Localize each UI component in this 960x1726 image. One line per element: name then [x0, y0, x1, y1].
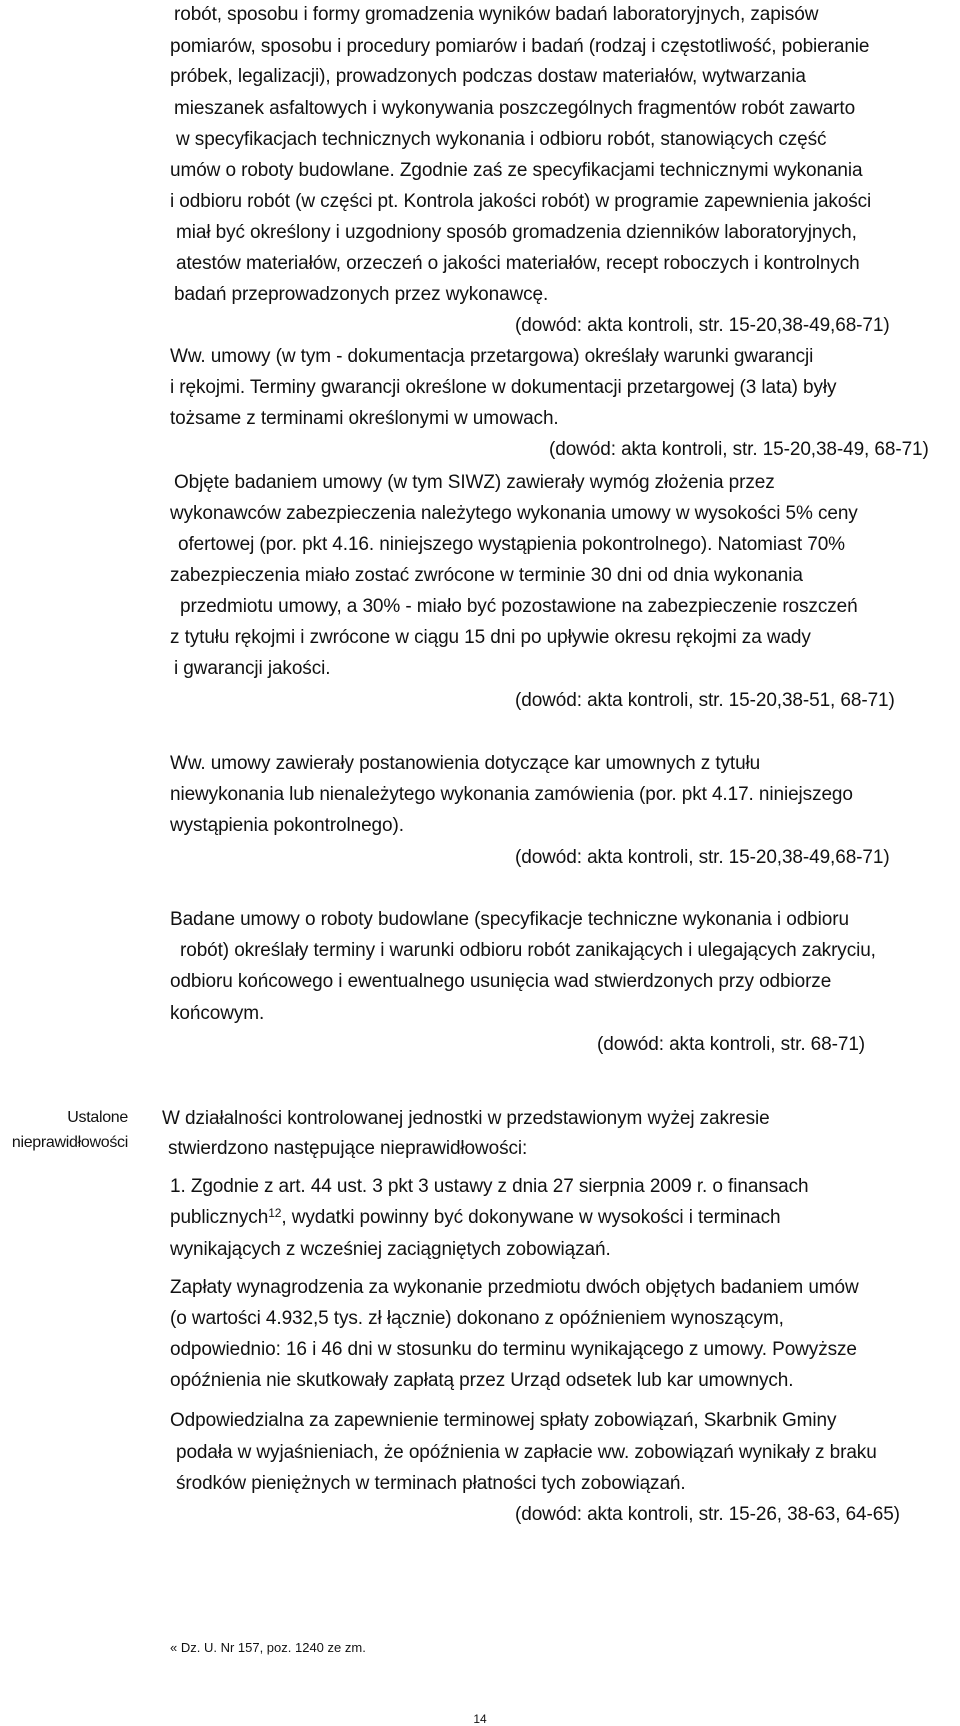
footnote: « Dz. U. Nr 157, poz. 1240 ze zm. [170, 1640, 366, 1655]
footnote-reference: 12 [268, 1206, 282, 1220]
text-line: wykonawców zabezpieczenia należytego wykonania umowy w wysokości 5% ceny [170, 503, 858, 524]
text-line: robót, sposobu i formy gromadzenia wyników badań laboratoryjnych, zapisów [174, 4, 819, 25]
text-line: Odpowiedzialna za zapewnienie terminowej spłaty zobowiązań, Skarbnik Gminy [170, 1410, 837, 1431]
text-line: środków pieniężnych w terminach płatności tych zobowiązań. [176, 1473, 686, 1494]
evidence-reference: (dowód: akta kontroli, str. 15-20,38-49,68-71) [515, 315, 890, 336]
text-line: i odbioru robót (w części pt. Kontrola jakości robót) w programie zapewnienia jakości [170, 191, 872, 212]
text-line: mieszanek asfaltowych i wykonywania poszczególnych fragmentów robót zawarto [174, 98, 856, 119]
evidence-reference: (dowód: akta kontroli, str. 15-20,38-51, 68-71) [515, 690, 895, 711]
text-line-with-footnote [170, 1207, 781, 1229]
text-line: i gwarancji jakości. [174, 658, 331, 679]
margin-note-subtitle: nieprawidłowości [11, 1134, 128, 1151]
evidence-reference: (dowód: akta kontroli, str. 15-20,38-49,68-71) [515, 847, 890, 868]
text-line: badań przeprowadzonych przez wykonawcę. [174, 284, 549, 305]
text-line: robót) określały terminy i warunki odbioru robót zanikających i ulegających zakryciu, [180, 940, 876, 961]
text-line: odpowiednio: 16 i 46 dni w stosunku do terminu wynikającego z umowy. Powyższe [170, 1339, 857, 1360]
text-line: odbioru końcowego i ewentualnego usunięcia wad stwierdzonych przy odbiorze [170, 971, 832, 992]
text-line: Zapłaty wynagrodzenia za wykonanie przedmiotu dwóch objętych badaniem umów [170, 1277, 859, 1298]
text-segment: , wydatki powinny być dokonywane w wysokości i terminach [281, 1207, 781, 1228]
text-line: Objęte badaniem umowy (w tym SIWZ) zawierały wymóg złożenia przez [174, 472, 775, 493]
text-line: niewykonania lub nienależytego wykonania zamówienia (por. pkt 4.17. niniejszego [170, 784, 853, 805]
text-line: (o wartości 4.932,5 tys. zł łącznie) dokonano z opóźnieniem wynoszącym, [170, 1308, 784, 1329]
evidence-reference: (dowód: akta kontroli, str. 15-26, 38-63, 64-65) [515, 1504, 900, 1525]
text-line: podała w wyjaśnieniach, że opóźnienia w zapłacie ww. zobowiązań wynikały z braku [176, 1442, 877, 1463]
text-line: W działalności kontrolowanej jednostki w przedstawionym wyżej zakresie [162, 1108, 770, 1129]
text-line: z tytułu rękojmi i zwrócone w ciągu 15 dni po upływie okresu rękojmi za wady [170, 627, 811, 648]
text-line: w specyfikacjach technicznych wykonania i odbioru robót, stanowiących część [176, 129, 827, 150]
text-line: stwierdzono następujące nieprawidłowości: [168, 1138, 528, 1159]
text-line: przedmiotu umowy, a 30% - miało być pozostawione na zabezpieczenie roszczeń [180, 596, 858, 617]
text-line: 1. Zgodnie z art. 44 ust. 3 pkt 3 ustawy z dnia 27 sierpnia 2009 r. o finansach [170, 1176, 809, 1197]
text-line: pomiarów, sposobu i procedury pomiarów i badań (rodzaj i częstotliwość, pobieranie [170, 36, 870, 57]
text-line: Ww. umowy zawierały postanowienia dotyczące kar umownych z tytułu [170, 753, 761, 774]
text-line: próbek, legalizacji), prowadzonych podczas dostaw materiałów, wytwarzania [170, 66, 806, 87]
text-line: miał być określony i uzgodniony sposób gromadzenia dzienników laboratoryjnych, [176, 222, 857, 243]
text-line: zabezpieczenia miało zostać zwrócone w terminie 30 dni od dnia wykonania [170, 565, 803, 586]
text-line: umów o roboty budowlane. Zgodnie zaś ze specyfikacjami technicznymi wykonania [170, 160, 863, 181]
text-line: i rękojmi. Terminy gwarancji określone w dokumentacji przetargowej (3 lata) były [170, 377, 837, 398]
page-number: 14 [473, 1712, 487, 1726]
evidence-reference: (dowód: akta kontroli, str. 15-20,38-49, 68-71) [549, 439, 929, 460]
text-line: atestów materiałów, orzeczeń o jakości materiałów, recept roboczych i kontrolnych [176, 253, 860, 274]
text-segment: publicznych [170, 1207, 269, 1228]
text-line: Ww. umowy (w tym - dokumentacja przetargowa) określały warunki gwarancji [170, 346, 814, 367]
text-line: końcowym. [170, 1003, 265, 1024]
text-line: tożsame z terminami określonymi w umowach. [170, 408, 559, 429]
text-line: wynikających z wcześniej zaciągniętych zobowiązań. [170, 1239, 611, 1260]
text-line: opóźnienia nie skutkowały zapłatą przez Urząd odsetek lub kar umownych. [170, 1370, 794, 1391]
evidence-reference: (dowód: akta kontroli, str. 68-71) [597, 1034, 866, 1055]
text-line: wystąpienia pokontrolnego). [170, 815, 404, 836]
margin-note-title: Ustalone [67, 1109, 128, 1126]
text-line: ofertowej (por. pkt 4.16. niniejszego wystąpienia pokontrolnego). Natomiast 70% [178, 534, 845, 555]
text-line: Badane umowy o roboty budowlane (specyfikacje techniczne wykonania i odbioru [170, 909, 849, 930]
